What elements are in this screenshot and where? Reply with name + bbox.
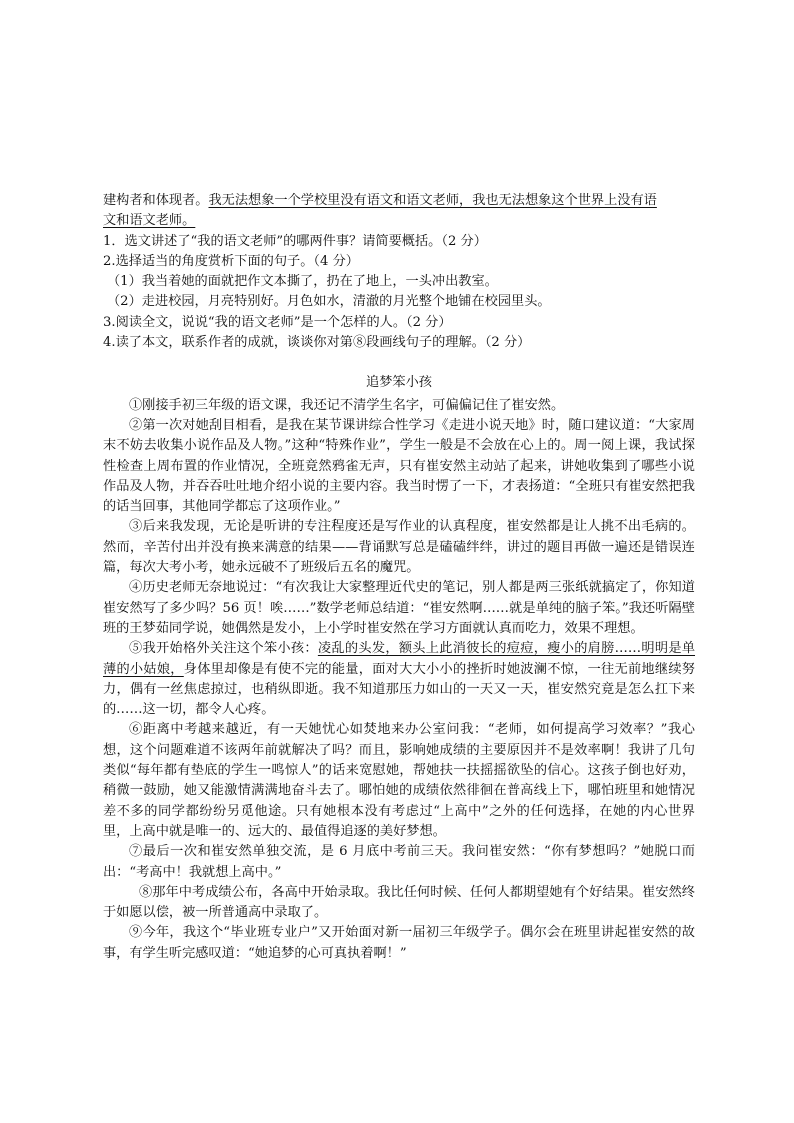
intro-text: 建构者和体现者。 [103, 193, 209, 208]
underlined-sentence-end: 文和语文老师。 [103, 213, 196, 229]
intro-line-2 [103, 211, 695, 231]
paragraph-4: ④历史老师无奈地说过：“有次我让大家整理近代史的笔记，别人都是两三张纸就搞定了，你知道崔安然写了多少吗？56 页！唉……”数学老师总结道：“崔安然啊……就是单纯的脑子笨。”我还听隔壁班的王梦茹同学说，她偶然是发小，上小学时崔安然在学习方面就认真而吃力，效果不理想。 [103, 580, 695, 636]
paragraph-9: ⑨今年，我这个“毕业班专业户”又开始面对新一届初三年级学子。偶尔会在班里讲起崔安然的故事，有学生听完感叹道：“她追梦的心可真执着啊！” [103, 925, 695, 961]
paragraph-7: ⑦最后一次和崔安然单独交流，是 6 月底中考前三天。我问崔安然：“你有梦想吗？”她脱口而出：“考高中！我就想上高中。” [103, 844, 695, 880]
paragraph-5 [103, 639, 695, 720]
question-2-item-1: （1）我当着她的面就把作文本撕了，扔在了地上，一头冲出教室。 [107, 274, 498, 290]
paragraph-8: ⑧那年中考成绩公布，各高中开始录取。我比任何时候、任何人都期望她有个好结果。崔安然终于如愿以偿，被一所普通高中录取了。 [103, 884, 695, 921]
intro-line-1 [103, 191, 695, 211]
question-2-item-2: （2）走进校园，月亮特别好。月色如水，清澈的月光整个地铺在校园里头。 [107, 294, 551, 310]
paragraph-1: ①刚接手初三年级的语文课，我还记不清学生名字，可偏偏记住了崔安然。 [129, 397, 565, 413]
underlined-sentence: 我无法想象一个学校里没有语文和语文老师，我也无法想象这个世界上没有语 [208, 193, 657, 208]
question-1: 1．选文讲述了“我的语文老师”的哪两件事？请简要概括。（2 分） [103, 233, 487, 249]
question-3: 3.阅读全文，说说“我的语文老师”是一个怎样的人。（2 分） [103, 314, 452, 330]
question-2: 2.选择适当的角度赏析下面的句子。（4 分） [103, 253, 359, 269]
paragraph-5-underlined: 凌乱的头发，额头上此消彼长的痘痘，瘦小的肩膀……明明是单薄的小姑娘， [103, 641, 696, 677]
paragraph-2: ②第一次对她刮目相看，是我在某节课讲综合性学习《走进小说天地》时，随口建议道：“大家周末不妨去收集小说作品及人物。”这种“特殊作业”，学生一般是不会放在心上的。周一阅上课，我试探性检查上周布置的作业情况，全班竟然鸦雀无声，只有崔安然主动站了起来，讲她收集到了哪些小说作品及人物，并吞吞吐吐地介绍小说的主要内容。我当时愣了一下，才表扬道：“全班只有崔安然把我的话当回事，其他同学都忘了这项作业。” [103, 417, 695, 515]
document-page [103, 191, 695, 964]
paragraph-6: ⑥距离中考越来越近，有一天她忧心如焚地来办公室问我：“老师，如何提高学习效率？”我心想，这个问题难道不该两年前就解决了吗？而且，影响她成绩的主要原因并不是效率啊！我讲了几句类似“每年都有垫底的学生一鸣惊人”的话来宽慰她，帮她扶一扶摇摇欲坠的信心。这孩子倒也好劝，稍微一鼓励，她又能激情满满地奋斗去了。哪怕她的成绩依然徘徊在普高线上下，哪怕班里和她情况差不多的同学都纷纷另觅他途。只有她根本没有考虑过“上高中”之外的任何选择，在她的内心世界里，上高中就是唯一的、远大的、最值得追逐的美好梦想。 [103, 722, 695, 839]
paragraph-5-end: 身体里却像是有使不完的能量，面对大大小小的挫折时她波澜不惊，一往无前地继续努力，偶有一丝焦虑掠过，也稍纵即逝。我不知道那压力如山的一天又一天，崔安然究竟是怎么扛下来的……这一切，都令人心疼。 [103, 661, 695, 718]
question-4: 4.读了本文，联系作者的成就，谈谈你对第⑧段画线句子的理解。（2 分） [103, 335, 531, 351]
article-title: 追梦笨小孩 [366, 375, 432, 391]
paragraph-5-start: ⑤我开始格外关注这个笨小孩： [129, 641, 318, 657]
paragraph-3: ③后来我发现，无论是听讲的专注程度还是写作业的认真程度，崔安然都是让人挑不出毛病的。然而，辛苦付出并没有换来满意的结果——背诵默写总是磕磕绊绊，讲过的题目再做一遍还是错误连篇，每次大考小考，她永远破不了班级后五名的魔咒。 [103, 519, 695, 576]
